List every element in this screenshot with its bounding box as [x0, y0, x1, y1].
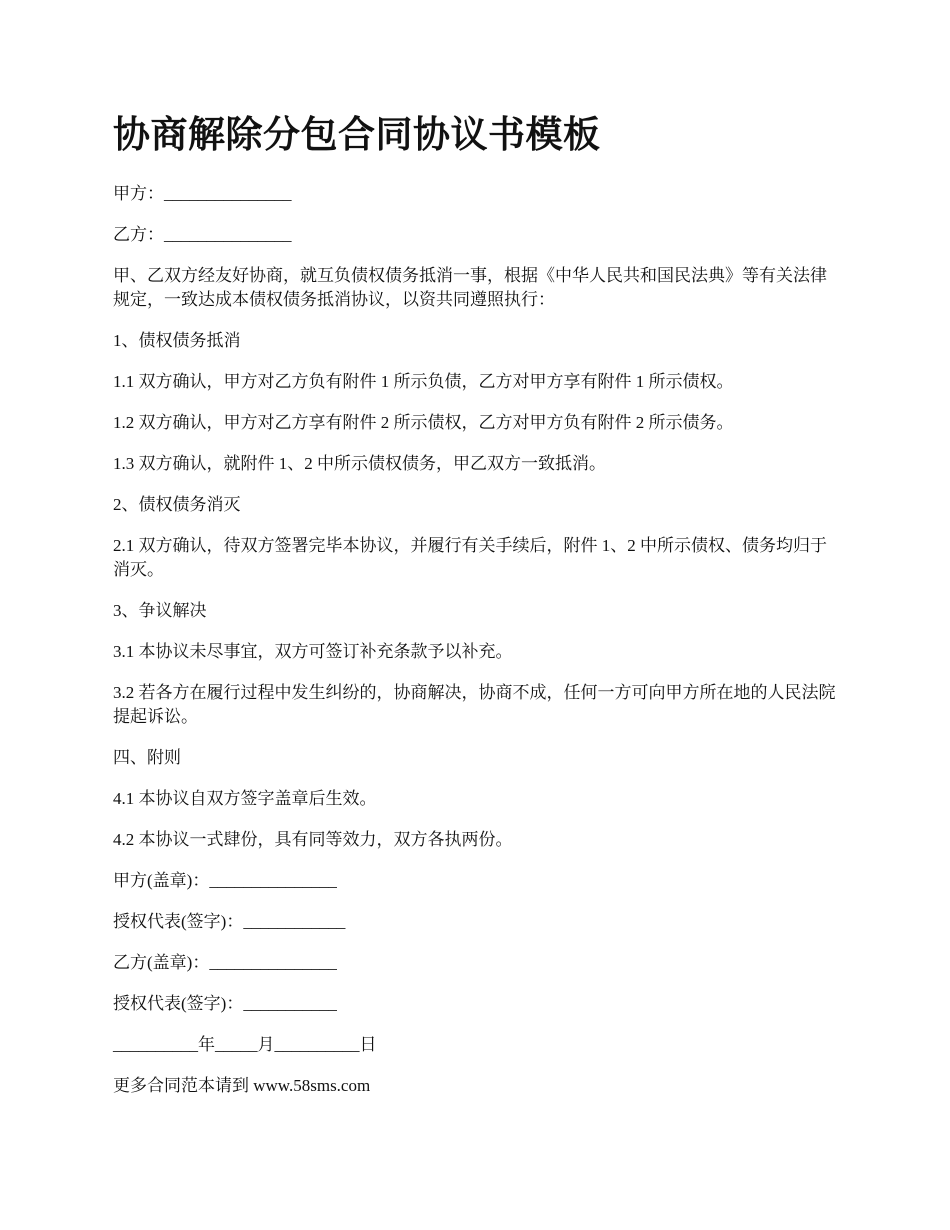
- section-heading-3: 3、争议解决: [113, 601, 207, 620]
- clause-1-2: 1.2 双方确认，甲方对乙方享有附件 2 所示债权，乙方对甲方负有附件 2 所示债务。: [113, 413, 734, 432]
- clause-4-2: 4.2 本协议一式肆份，具有同等效力，双方各执两份。: [113, 830, 513, 849]
- section-heading-1: 1、债权债务抵消: [113, 331, 241, 350]
- clause-3-1: 3.1 本协议未尽事宜，双方可签订补充条款予以补充。: [113, 642, 513, 661]
- party-a-seal-line: 甲方(盖章)：_______________: [113, 871, 337, 890]
- preamble-paragraph: 甲、乙双方经友好协商，就互负债权债务抵消一事，根据《中华人民共和国民法典》等有关法律规定，一致达成本债权债务抵消协议，以资共同遵照执行：: [113, 266, 827, 309]
- party-b-representative-line: 授权代表(签字)：___________: [113, 994, 337, 1013]
- party-a-line: 甲方：_______________: [113, 184, 292, 203]
- clause-2-1: 2.1 双方确认，待双方签署完毕本协议，并履行有关手续后，附件 1、2 中所示债权、债务均归于消灭。: [113, 536, 827, 579]
- document-body: [113, 112, 838, 1115]
- party-b-seal-line: 乙方(盖章)：_______________: [113, 953, 337, 972]
- clause-3-2: 3.2 若各方在履行过程中发生纠纷的，协商解决，协商不成，任何一方可向甲方所在地的人民法院提起诉讼。: [113, 683, 836, 726]
- party-a-representative-line: 授权代表(签字)：____________: [113, 912, 346, 931]
- clause-1-3: 1.3 双方确认，就附件 1、2 中所示债权债务，甲乙双方一致抵消。: [113, 454, 606, 473]
- clause-1-1: 1.1 双方确认，甲方对乙方负有附件 1 所示负债，乙方对甲方享有附件 1 所示债权。: [113, 372, 734, 391]
- party-b-line: 乙方：_______________: [113, 225, 292, 244]
- footer-note: 更多合同范本请到 www.58sms.com: [113, 1076, 371, 1095]
- document-title: 协商解除分包合同协议书模板: [113, 115, 601, 156]
- section-heading-4: 四、附则: [113, 748, 181, 767]
- date-line: __________年_____月__________日: [113, 1035, 377, 1054]
- clause-4-1: 4.1 本协议自双方签字盖章后生效。: [113, 789, 377, 808]
- section-heading-2: 2、债权债务消灭: [113, 495, 241, 514]
